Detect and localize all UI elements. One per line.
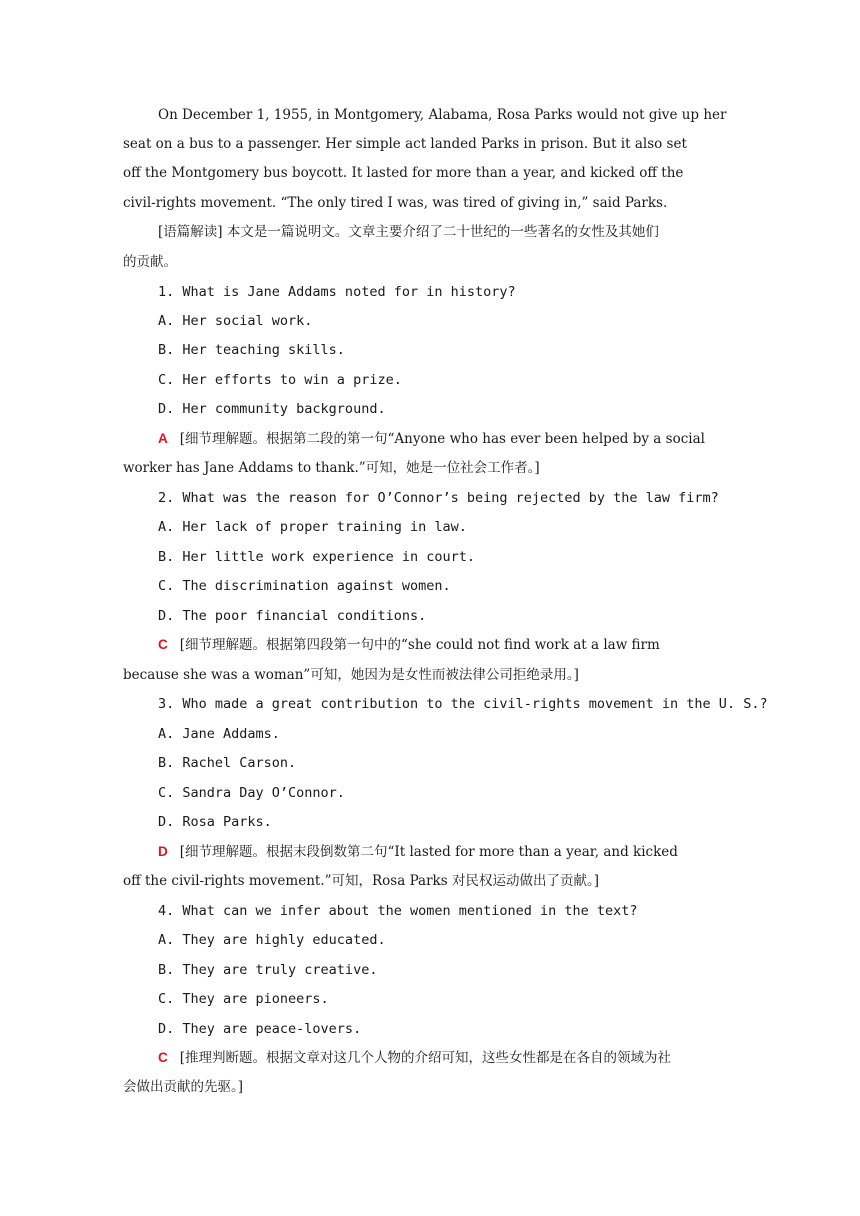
answer-letter: C bbox=[158, 1050, 168, 1065]
question-option: B. They are truly creative. bbox=[158, 962, 378, 978]
explanation-text: [细节理解题。根据第四段第一句中的“she could not find work at a law firm bbox=[179, 637, 660, 653]
question-option: D. The poor financial conditions. bbox=[158, 608, 427, 624]
question-option: C. The discrimination against women. bbox=[158, 578, 451, 594]
question-option: A. Jane Addams. bbox=[158, 726, 280, 742]
question-option: B. Rachel Carson. bbox=[158, 755, 297, 771]
question-option: D. Her community background. bbox=[158, 401, 386, 417]
question-option: A. They are highly educated. bbox=[158, 932, 386, 948]
question-option: B. Her little work experience in court. bbox=[158, 549, 475, 565]
explanation-text: because she was a woman”可知，她因为是女性而被法律公司拒绝录用。] bbox=[123, 667, 579, 683]
explanation-text: 会做出贡献的先驱。] bbox=[123, 1079, 244, 1095]
question-option: C. They are pioneers. bbox=[158, 991, 329, 1007]
question-option: D. Rosa Parks. bbox=[158, 814, 272, 830]
question-stem: 1. What is Jane Addams noted for in history? bbox=[158, 284, 516, 300]
question-option: A. Her social work. bbox=[158, 313, 313, 329]
explanation-text: off the civil-rights movement.”可知，Rosa Parks 对民权运动做出了贡献。] bbox=[123, 873, 599, 889]
question-option: D. They are peace-lovers. bbox=[158, 1021, 362, 1037]
explanation-text: worker has Jane Addams to thank.”可知，她是一位社会工作者。] bbox=[123, 460, 540, 476]
answer-explanation bbox=[158, 1048, 671, 1068]
question-option: C. Her efforts to win a prize. bbox=[158, 372, 402, 388]
passage-line: civil-rights movement. “The only tired I was, was tired of giving in,” said Parks. bbox=[123, 195, 668, 211]
question-stem: 4. What can we infer about the women mentioned in the text? bbox=[158, 903, 638, 919]
answer-letter: D bbox=[158, 844, 168, 859]
explanation-text: [细节理解题。根据末段倒数第二句“It lasted for more than a year, and kicked bbox=[179, 844, 678, 860]
answer-explanation bbox=[158, 842, 678, 862]
passage-line: off the Montgomery bus boycott. It lasted for more than a year, and kicked off the bbox=[123, 165, 684, 181]
answer-letter: C bbox=[158, 637, 168, 652]
passage-line: On December 1, 1955, in Montgomery, Alabama, Rosa Parks would not give up her bbox=[158, 107, 727, 123]
analysis-line: [语篇解读] 本文是一篇说明文。文章主要介绍了二十世纪的一些著名的女性及其她们 bbox=[158, 224, 659, 240]
answer-explanation bbox=[158, 429, 705, 449]
explanation-text: [推理判断题。根据文章对这几个人物的介绍可知，这些女性都是在各自的领域为社 bbox=[179, 1050, 672, 1066]
question-option: C. Sandra Day O’Connor. bbox=[158, 785, 345, 801]
analysis-line: 的贡献。 bbox=[123, 254, 177, 270]
passage-line: seat on a bus to a passenger. Her simple act landed Parks in prison. But it also set bbox=[123, 136, 687, 152]
explanation-text: [细节理解题。根据第二段的第一句“Anyone who has ever been helped by a social bbox=[179, 431, 705, 447]
question-stem: 2. What was the reason for O’Connor’s being rejected by the law firm? bbox=[158, 490, 719, 506]
answer-letter: A bbox=[158, 431, 168, 446]
question-stem: 3. Who made a great contribution to the civil-rights movement in the U. S.? bbox=[158, 696, 768, 712]
question-option: B. Her teaching skills. bbox=[158, 342, 345, 358]
question-option: A. Her lack of proper training in law. bbox=[158, 519, 467, 535]
answer-explanation bbox=[158, 635, 660, 655]
